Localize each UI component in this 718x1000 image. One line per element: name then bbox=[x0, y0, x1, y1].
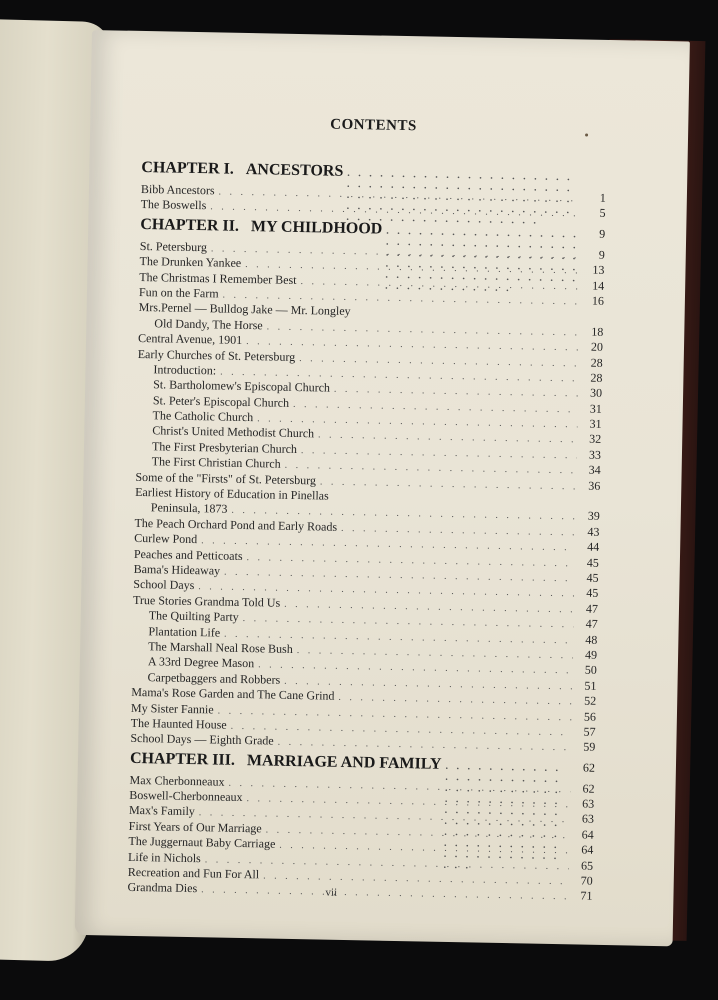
entry-title: Bama's Hideaway bbox=[133, 561, 221, 578]
entry-page-number: 43 bbox=[587, 524, 600, 539]
entry-page-number: 28 bbox=[590, 355, 603, 370]
chapter-title: MARRIAGE AND FAMILY bbox=[246, 751, 442, 773]
entry-title: Peninsula, 1873 bbox=[150, 500, 228, 517]
entry-title: Recreation and Fun For All bbox=[127, 864, 260, 882]
entry-page-number: 31 bbox=[589, 401, 602, 416]
entry-title: School Days — Eighth Grade bbox=[130, 731, 274, 748]
entry-page-number: 30 bbox=[589, 385, 603, 401]
chapter-number: CHAPTER III. bbox=[129, 749, 236, 769]
entry-title: Peaches and Petticoats bbox=[133, 546, 243, 563]
entry-title: The Quilting Party bbox=[148, 608, 239, 625]
entry-page-number: 64 bbox=[581, 842, 594, 858]
entry-title: The Boswells bbox=[140, 197, 207, 213]
entry-title: First Years of Our Marriage bbox=[128, 818, 262, 836]
entry-title: Carpetbaggers and Robbers bbox=[147, 669, 281, 687]
entry-page-number: 62 bbox=[582, 781, 595, 796]
entry-page-number: 52 bbox=[584, 693, 597, 708]
entry-page-number: 13 bbox=[592, 262, 605, 278]
entry-title: Max Cherbonneaux bbox=[129, 772, 225, 789]
entry-page-number: 45 bbox=[586, 555, 600, 570]
entry-title: The First Presbyterian Church bbox=[151, 439, 298, 456]
entry-page-number: 33 bbox=[588, 447, 602, 462]
entry-title: The First Christian Church bbox=[151, 454, 281, 471]
book-page bbox=[75, 30, 690, 946]
entry-title: St. Peter's Episcopal Church bbox=[152, 392, 290, 410]
entry-title: Plantation Life bbox=[148, 623, 221, 640]
entry-title: The Juggernaut Baby Carriage bbox=[128, 834, 276, 851]
entry-title: Central Avenue, 1901 bbox=[137, 331, 243, 348]
entry-page-number: 47 bbox=[585, 601, 599, 616]
entry-title: The Peach Orchard Pond and Early Roads bbox=[134, 515, 338, 534]
entry-page-number: 71 bbox=[580, 888, 593, 904]
entry-page-number: 9 bbox=[598, 247, 605, 262]
entry-title: St. Bartholomew's Episcopal Church bbox=[153, 377, 331, 395]
entry-title: A 33rd Degree Mason bbox=[147, 654, 255, 671]
entry-title: St. Petersburg bbox=[139, 238, 208, 255]
entry-page-number: 45 bbox=[586, 585, 599, 601]
entry-title: Bibb Ancestors bbox=[140, 181, 215, 198]
table-of-contents bbox=[127, 156, 606, 905]
chapter-title: ANCESTORS bbox=[245, 160, 344, 180]
entry-page-number: 50 bbox=[584, 662, 597, 678]
entry-title: Earliest History of Education in Pinellas bbox=[135, 484, 329, 503]
entry-page-number: 63 bbox=[581, 812, 595, 827]
chapter-title: MY CHILDHOOD bbox=[250, 217, 383, 238]
entry-page-number: 51 bbox=[584, 678, 597, 693]
chapter-page-number: 9 bbox=[599, 226, 606, 241]
chapter-page-number: 62 bbox=[582, 760, 596, 775]
entry-page-number: 20 bbox=[590, 339, 604, 354]
entry-page-number: 28 bbox=[590, 370, 603, 385]
entry-page-number: 48 bbox=[585, 632, 598, 647]
entry-page-number: 59 bbox=[583, 739, 596, 755]
entry-title: Boswell-Cherbonneaux bbox=[129, 787, 243, 805]
entry-title: The Haunted House bbox=[130, 715, 227, 732]
entry-page-number: 5 bbox=[599, 206, 606, 221]
page-number: vii bbox=[325, 886, 338, 899]
entry-title: Introduction: bbox=[153, 362, 217, 378]
entry-page-number: 64 bbox=[581, 827, 594, 842]
entry-title: The Christmas I Remember Best bbox=[139, 269, 297, 287]
entry-title: My Sister Fannie bbox=[130, 700, 214, 716]
entry-page-number: 65 bbox=[580, 858, 594, 873]
entry-title: Fun on the Farm bbox=[138, 284, 219, 301]
entry-title: Curlew Pond bbox=[134, 531, 198, 547]
entry-title: Christ's United Methodist Church bbox=[152, 423, 315, 441]
entry-page-number: 1 bbox=[599, 190, 607, 205]
entry-page-number: 56 bbox=[583, 709, 597, 724]
entry-page-number: 45 bbox=[586, 570, 599, 585]
entry-page-number: 57 bbox=[583, 724, 596, 739]
entry-title: True Stories Grandma Told Us bbox=[132, 592, 281, 610]
entry-page-number: 47 bbox=[585, 616, 598, 631]
page-title: CONTENTS bbox=[330, 116, 417, 135]
entry-title: Mrs.Pernel — Bulldog Jake — Mr. Longley bbox=[138, 300, 351, 319]
entry-title: Some of the "Firsts" of St. Petersburg bbox=[135, 469, 317, 488]
entry-page-number: 18 bbox=[591, 324, 604, 339]
entry-title: Life in Nichols bbox=[128, 849, 201, 865]
entry-page-number: 34 bbox=[588, 462, 601, 478]
entry-page-number: 49 bbox=[584, 647, 598, 662]
entry-title: The Drunken Yankee bbox=[139, 254, 242, 271]
entry-title: Max's Family bbox=[128, 803, 195, 819]
entry-title: The Marshall Neal Rose Bush bbox=[148, 639, 293, 656]
entry-page-number: 36 bbox=[588, 478, 601, 493]
entry-page-number: 70 bbox=[580, 873, 593, 888]
entry-page-number: 39 bbox=[587, 509, 600, 524]
chapter-number: CHAPTER II. bbox=[140, 215, 240, 235]
chapter-number: CHAPTER I. bbox=[141, 158, 234, 178]
entry-title: Mama's Rose Garden and The Cane Grind bbox=[131, 684, 335, 703]
entry-page-number: 32 bbox=[589, 432, 602, 447]
entry-page-number: 14 bbox=[592, 278, 605, 293]
entry-title: The Catholic Church bbox=[152, 408, 254, 425]
entry-page-number: 63 bbox=[582, 796, 595, 811]
entry-page-number: 31 bbox=[589, 416, 602, 431]
entry-title: Early Churches of St. Petersburg bbox=[137, 346, 296, 364]
entry-title: Old Dandy, The Horse bbox=[154, 315, 263, 333]
entry-title: Grandma Dies bbox=[127, 880, 198, 896]
paper-spot bbox=[585, 133, 588, 136]
entry-page-number: 44 bbox=[587, 539, 600, 555]
entry-page-number: 16 bbox=[591, 293, 605, 308]
entry-title: School Days bbox=[133, 577, 195, 593]
